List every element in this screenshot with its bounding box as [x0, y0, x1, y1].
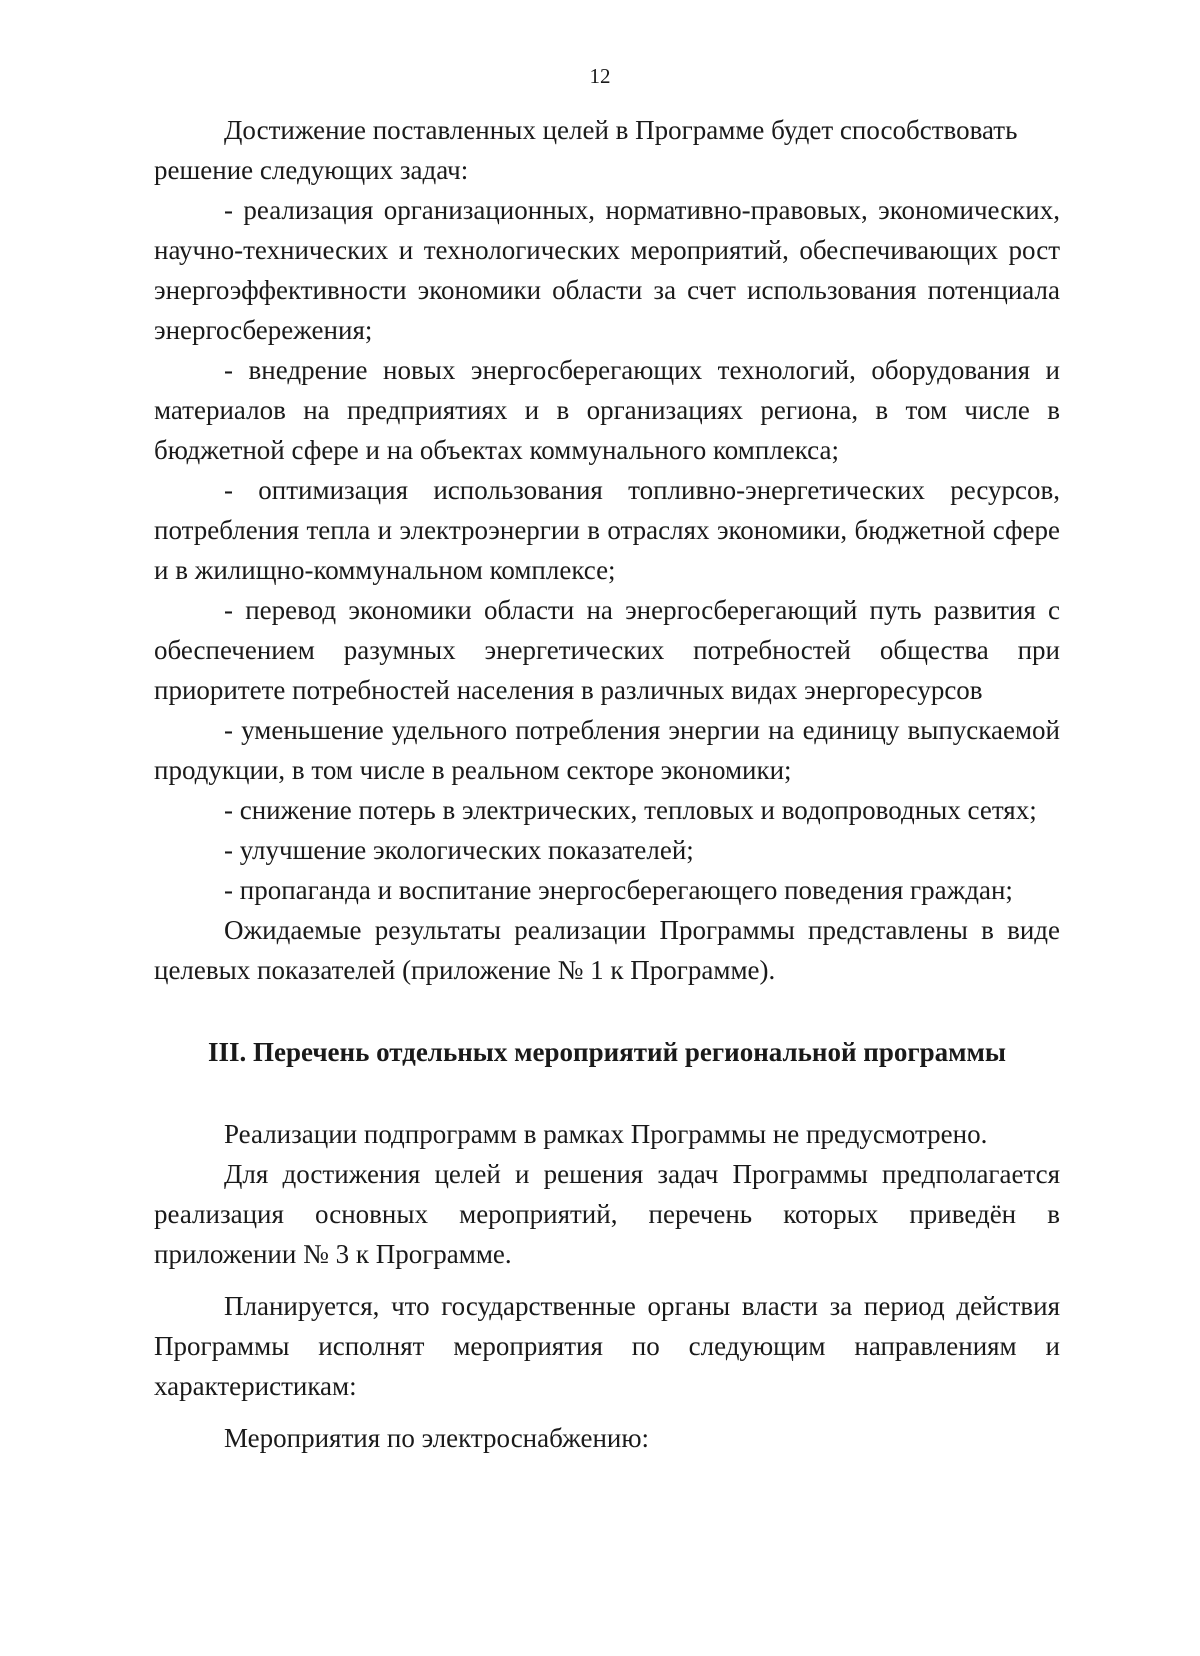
paragraph-power-supply: Мероприятия по электроснабжению: [224, 1423, 650, 1453]
list-item-task: - пропаганда и воспитание энергосберегающего поведения граждан; [224, 875, 1013, 905]
list-item-task: - перевод экономики области на энергосберегающий путь развития с обеспечением разумных энергетических потребностей общества при приоритете потребностей населения в различных видах энергоресурсов [154, 595, 1060, 705]
list-item-task: - уменьшение удельного потребления энергии на единицу выпускаемой продукции, в том числе в реальном секторе экономики; [154, 715, 1060, 785]
page-number: 12 [589, 64, 611, 88]
paragraph-intro: Достижение поставленных целей в Программе будет способствовать решение следующих задач: [154, 115, 1018, 185]
list-item-task: - снижение потерь в электрических, тепловых и водопроводных сетях; [224, 795, 1037, 825]
document-body [154, 110, 1060, 1458]
paragraph-main-activities: Для достижения целей и решения задач Программы предполагается реализация основных мероприятий, перечень которых приведён в приложении № 3 к Программе. [154, 1159, 1060, 1269]
paragraph-planned-activities: Планируется, что государственные органы власти за период действия Программы исполнят мероприятия по следующим направлениям и характеристикам: [154, 1291, 1060, 1401]
list-item-task: - оптимизация использования топливно-энергетических ресурсов, потребления тепла и электроэнергии в отраслях экономики, бюджетной сфере и в жилищно-коммунальном комплексе; [154, 475, 1060, 585]
list-item-task: - улучшение экологических показателей; [224, 835, 694, 865]
paragraph-expected-results: Ожидаемые результаты реализации Программы представлены в виде целевых показателей (приложение № 1 к Программе). [154, 915, 1060, 985]
list-item-task: - реализация организационных, нормативно-правовых, экономических, научно-технических и технологических мероприятий, обеспечивающих рост энергоэффективности экономики области за счет использования потенциала энергосбережения; [154, 195, 1060, 345]
section-heading: III. Перечень отдельных мероприятий региональной программы [207, 1037, 1006, 1067]
list-item-task: - внедрение новых энергосберегающих технологий, оборудования и материалов на предприятиях и в организациях региона, в том числе в бюджетной сфере и на объектах коммунального комплекса; [154, 355, 1060, 465]
paragraph-subprograms: Реализации подпрограмм в рамках Программы не предусмотрено. [224, 1119, 988, 1149]
